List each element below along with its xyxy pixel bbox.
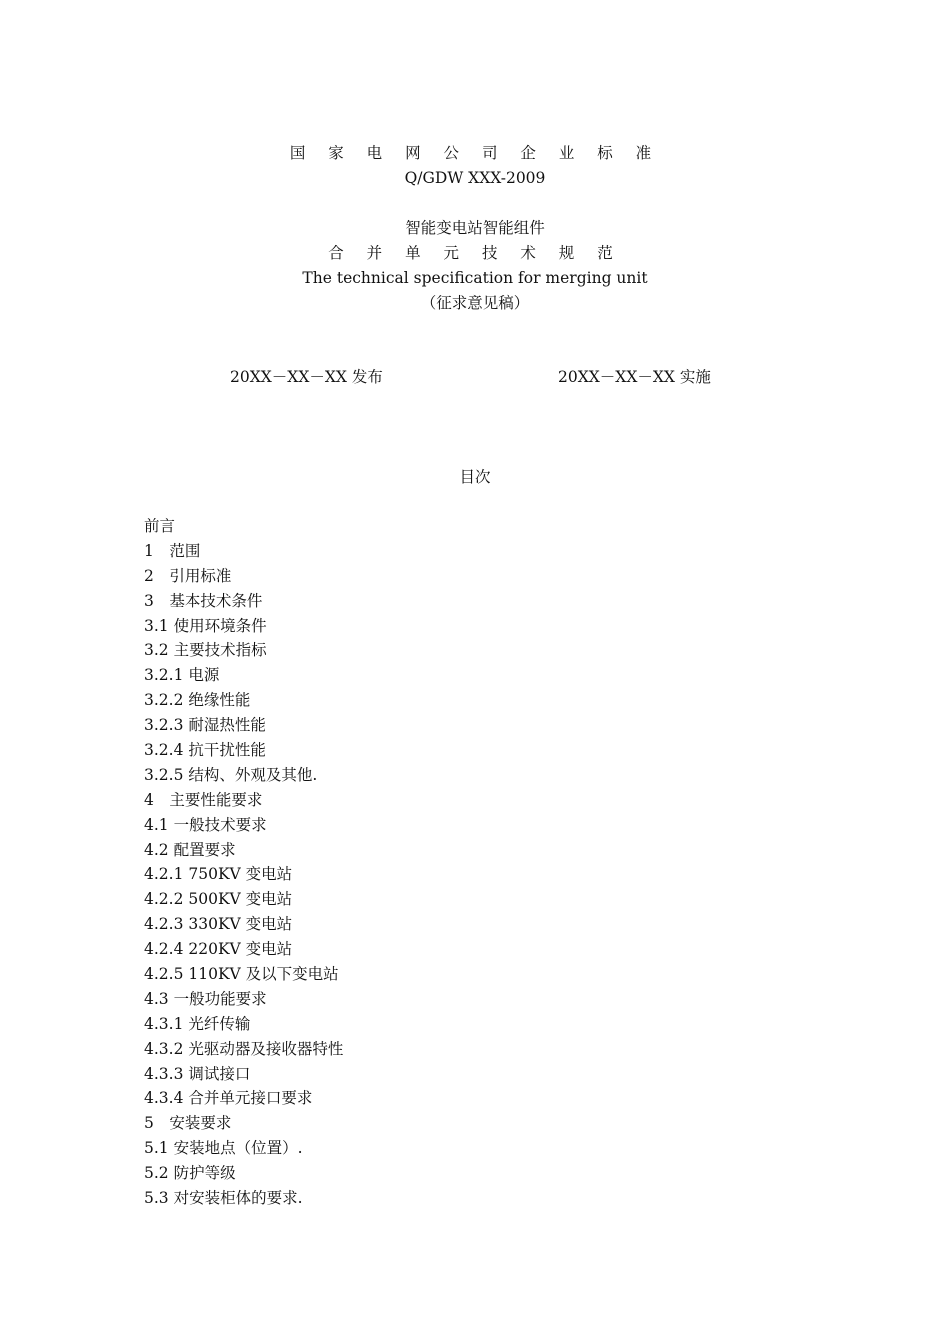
title-en: The technical specification for merging unit (302, 269, 648, 287)
toc-item[interactable]: 5 安装要求 (144, 1114, 232, 1133)
title-cn-line-1: 智能变电站智能组件 (405, 219, 545, 237)
toc-item[interactable]: 4.3.4 合并单元接口要求 (144, 1089, 313, 1108)
toc-item[interactable]: 4.1 一般技术要求 (144, 815, 267, 834)
draft-status: （征求意见稿） (420, 294, 530, 312)
toc-item[interactable]: 3.2.3 耐湿热性能 (144, 716, 266, 735)
toc-item[interactable]: 3.2.1 电源 (144, 666, 220, 685)
toc-item[interactable]: 3.1 使用环境条件 (144, 616, 267, 635)
standard-code: Q/GDW XXX-2009 (404, 169, 546, 187)
toc-item[interactable]: 4.2 配置要求 (144, 840, 236, 859)
toc-item[interactable]: 2 引用标准 (144, 566, 232, 585)
toc-item[interactable]: 4.2.4 220KV 变电站 (144, 940, 293, 959)
toc-item[interactable]: 3.2.5 结构、外观及其他. (144, 765, 318, 784)
toc-item[interactable]: 5.2 防护等级 (144, 1164, 236, 1183)
toc-item[interactable]: 3 基本技术条件 (144, 591, 263, 610)
toc-item[interactable]: 4.2.2 500KV 变电站 (144, 890, 293, 909)
toc-item[interactable]: 4 主要性能要求 (144, 790, 263, 809)
title-cn-line-2: 合 并 单 元 技 术 规 范 (328, 244, 622, 262)
toc-item[interactable]: 4.2.1 750KV 变电站 (144, 865, 293, 884)
org-name: 国 家 电 网 公 司 企 业 标 准 (289, 144, 661, 162)
toc-item[interactable]: 1 范围 (144, 541, 201, 560)
toc-item[interactable]: 4.3 一般功能要求 (144, 989, 267, 1008)
implement-date: 20XX－XX－XX 实施 (558, 368, 711, 386)
toc-item[interactable]: 3.2 主要技术指标 (144, 641, 267, 660)
toc-heading: 目次 (459, 468, 491, 486)
toc-item[interactable]: 4.3.2 光驱动器及接收器特性 (144, 1039, 344, 1058)
toc-item[interactable]: 3.2.2 绝缘性能 (144, 691, 251, 710)
toc-item[interactable]: 3.2.4 抗干扰性能 (144, 741, 266, 760)
toc-item[interactable]: 4.3.3 调试接口 (144, 1064, 251, 1083)
toc-item[interactable]: 5.1 安装地点（位置）. (144, 1139, 303, 1158)
toc-item[interactable]: 4.2.3 330KV 变电站 (144, 915, 293, 934)
table-of-contents (144, 516, 343, 1213)
toc-item[interactable]: 5.3 对安装柜体的要求. (144, 1189, 303, 1208)
toc-item[interactable]: 4.3.1 光纤传输 (144, 1014, 251, 1033)
toc-item[interactable]: 前言 (144, 517, 176, 535)
toc-item[interactable]: 4.2.5 110KV 及以下变电站 (144, 965, 339, 984)
publish-date: 20XX－XX－XX 发布 (230, 368, 383, 386)
